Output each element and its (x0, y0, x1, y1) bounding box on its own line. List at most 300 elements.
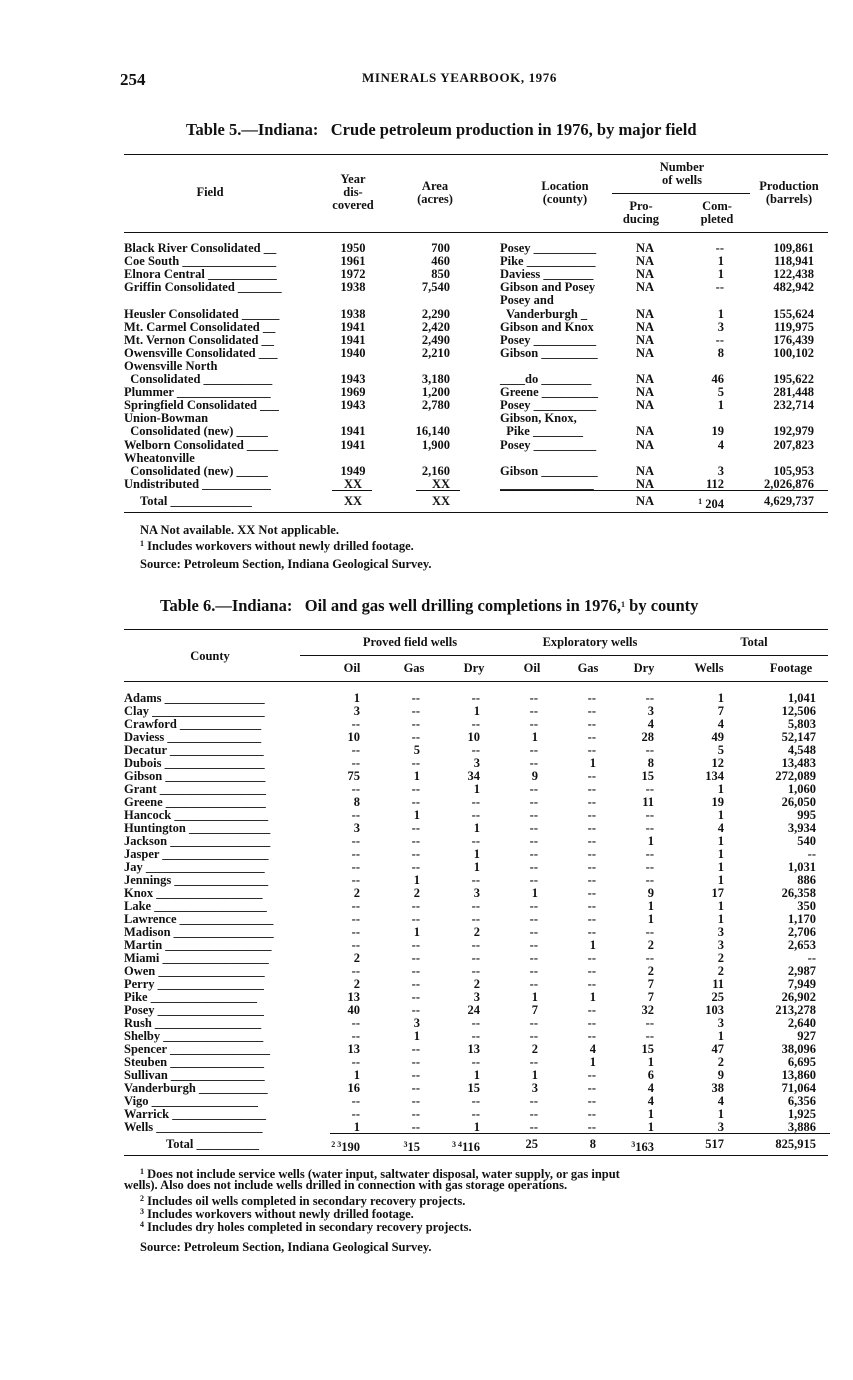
t5-cell-barrels: 195,622 (773, 372, 814, 386)
t6-cell-oil: -- (351, 861, 360, 874)
t6-cell-exp-oil: -- (529, 900, 538, 913)
t6-cell-gas: -- (411, 783, 420, 796)
t6-cell-exp-oil: -- (529, 874, 538, 887)
t6-cell-footage: 213,278 (775, 1004, 816, 1017)
t6-cell-exp-gas: 1 (589, 1056, 596, 1069)
t5-header-location (520, 180, 610, 206)
t6-footnote-3-mark: 3 (140, 1207, 144, 1216)
t6-cell-county: Vanderburgh ___________ (124, 1082, 268, 1095)
t6-footnote-4 (140, 1218, 472, 1234)
t5-cell-completed: 3 (717, 463, 724, 478)
t6-cell-wells: 1 (717, 900, 724, 913)
t6-cell-exp-dry: 7 (647, 978, 654, 991)
t6-cell-exp-dry: 3 (647, 705, 654, 718)
t5-cell-year: 1938 (340, 280, 366, 295)
t5-cell-completed: 1 (717, 254, 724, 269)
t5-cell-location: Posey __________ (500, 398, 597, 413)
t5-cell-field: Griffin Consolidated _______ (124, 280, 282, 295)
t5-cell-location: Gibson and Posey (500, 280, 596, 295)
t6-total-exp-dry-sup: 3 (631, 1140, 636, 1149)
t6-cell-oil: -- (351, 757, 360, 770)
t6-cell-footage: 13,860 (781, 1069, 816, 1082)
t6-header-gas: Gas (403, 661, 425, 675)
t6-header-exp-oil: Oil (523, 661, 541, 675)
t6-cell-exp-oil: 2 (531, 1043, 538, 1056)
t5-cell-barrels: 105,953 (773, 463, 814, 478)
t5-cell-field: Black River Consolidated __ (124, 241, 277, 255)
t6-cell-exp-gas: -- (587, 822, 596, 835)
t6-cell-county: Pike _________________ (124, 991, 257, 1004)
t6-cell-county: Jennings _______________ (124, 874, 269, 887)
t6-cell-exp-dry: 1 (647, 835, 654, 848)
t5-header-completed-2: pleted (700, 212, 734, 226)
t6-cell-exp-dry: 1 (647, 1108, 654, 1121)
t5-cell-area: 7,540 (421, 280, 450, 295)
t5-cell-year: 1941 (340, 424, 366, 439)
t6-cell-footage: 6,695 (787, 1056, 816, 1069)
t5-cell-area: 2,780 (421, 398, 450, 413)
t6-cell-exp-gas: -- (587, 796, 596, 809)
t6-header-wells: Wells (694, 661, 724, 675)
t5-cell-field: Coe South _______________ (124, 254, 277, 269)
t6-cell-county: Adams ________________ (124, 692, 265, 705)
t6-cell-exp-gas: -- (587, 1030, 596, 1043)
t6-source: Source: Petroleum Section, Indiana Geological Survey. (140, 1240, 432, 1254)
t6-footnote-4-mark: 4 (140, 1220, 144, 1229)
t6-cell-footage: 2,653 (787, 939, 816, 952)
t6-cell-footage: 12,506 (781, 705, 816, 718)
t6-cell-exp-dry: -- (645, 744, 654, 757)
t6-cell-wells: 4 (717, 1095, 724, 1108)
t5-cell-location: Gibson _________ (500, 463, 598, 478)
t5-cell-completed: 5 (717, 385, 724, 400)
t6-cell-footage: 6,356 (787, 1095, 816, 1108)
t6-cell-exp-oil: 1 (531, 887, 538, 900)
t6-cell-oil: 13 (347, 1043, 360, 1056)
t5-header-year-2: dis- (343, 185, 363, 199)
t6-cell-oil: -- (351, 835, 360, 848)
t5-cell-completed: -- (715, 332, 724, 347)
t5-cell-completed: 1 (717, 398, 724, 413)
t6-cell-oil: 8 (353, 796, 360, 809)
t6-cell-gas: -- (411, 900, 420, 913)
t6-cell-gas: -- (411, 965, 420, 978)
t5-cell-barrels: 281,448 (773, 385, 814, 400)
t6-total-oil (316, 1138, 360, 1154)
t5-cell-location: _______________ (500, 476, 594, 491)
t5-cell-area: 850 (431, 267, 450, 282)
t5-header-field: Field (196, 185, 224, 199)
t6-cell-gas: -- (411, 1043, 420, 1056)
t5-cell-completed: 8 (717, 345, 724, 360)
t6-cell-dry: -- (471, 835, 480, 848)
t6-cell-wells: 1 (717, 1108, 724, 1121)
t6-cell-exp-gas: -- (587, 731, 596, 744)
t6-cell-wells: 1 (717, 1030, 724, 1043)
t6-cell-exp-oil: 1 (531, 1069, 538, 1082)
t6-cell-gas: 1 (413, 770, 420, 783)
t6-cell-footage: 4,548 (787, 744, 816, 757)
t6-cell-exp-oil: -- (529, 757, 538, 770)
t5-cell-year: 1969 (340, 385, 366, 400)
t6-cell-county: Huntington _____________ (124, 822, 271, 835)
t6-cell-gas: 5 (413, 744, 420, 757)
t5-header-year (318, 173, 388, 212)
t6-cell-wells: 3 (717, 1017, 724, 1030)
t5-cell-completed: 1 (717, 267, 724, 282)
t6-cell-county: Hancock _______________ (124, 809, 269, 822)
t6-cell-wells: 2 (717, 952, 724, 965)
t6-cell-wells: 3 (717, 926, 724, 939)
t5-total-year: XX (343, 494, 363, 508)
t5-cell-year: 1938 (340, 306, 366, 321)
t6-cell-exp-oil: -- (529, 1017, 538, 1030)
t5-cell-location: Pike ___________ (500, 254, 596, 269)
table6-title (160, 596, 698, 616)
t6-cell-exp-dry: -- (645, 809, 654, 822)
t5-cell-area: XX (431, 476, 450, 491)
t6-header-dry: Dry (463, 661, 485, 675)
t6-cell-footage: 26,358 (781, 887, 816, 900)
t6-cell-gas: -- (411, 952, 420, 965)
t6-cell-wells: 49 (711, 731, 724, 744)
table6-bottom-rule (124, 1155, 828, 1156)
t6-cell-dry: 13 (467, 1043, 480, 1056)
t5-total-producing: NA (636, 494, 655, 508)
t6-footnote-2-text: Includes oil wells completed in secondary recovery projects. (147, 1194, 466, 1208)
t6-cell-exp-dry: 8 (647, 757, 654, 770)
t6-cell-county: Wells _________________ (124, 1121, 263, 1134)
t6-total-gas (376, 1138, 420, 1154)
t5-cell-producing: NA (636, 267, 655, 282)
t6-cell-dry: -- (471, 1095, 480, 1108)
t5-cell-field: Elnora Central ___________ (124, 267, 277, 282)
t5-cell-completed: 4 (717, 437, 724, 452)
t5-header-year-1: Year (340, 172, 366, 186)
t6-cell-dry: 1 (473, 1121, 480, 1134)
t5-cell-field: Heusler Consolidated ______ (124, 306, 280, 321)
t6-cell-county: Greene ________________ (124, 796, 266, 809)
t5-header-producing (610, 200, 672, 226)
t5-cell-barrels: 122,438 (773, 267, 814, 282)
t6-cell-county: Lake __________________ (124, 900, 267, 913)
t6-cell-footage: 1,925 (787, 1108, 816, 1121)
t5-source: Source: Petroleum Section, Indiana Geological Survey. (140, 557, 432, 571)
t6-cell-exp-gas: -- (587, 913, 596, 926)
t6-cell-exp-gas: -- (587, 770, 596, 783)
t5-cell-location: Posey __________ (500, 437, 597, 452)
t6-header-exp-gas: Gas (577, 661, 599, 675)
t6-cell-dry: -- (471, 939, 480, 952)
t6-cell-wells: 9 (717, 1069, 724, 1082)
t6-cell-exp-gas: 1 (589, 757, 596, 770)
t6-total-dry (436, 1138, 480, 1154)
t6-cell-county: Perry _________________ (124, 978, 264, 991)
t6-cell-county: Knox _________________ (124, 887, 263, 900)
t6-header-oil: Oil (343, 661, 361, 675)
t6-cell-exp-oil: -- (529, 835, 538, 848)
t6-cell-gas: -- (411, 757, 420, 770)
t5-cell-producing: NA (636, 332, 655, 347)
t6-total-exp-gas: 8 (589, 1137, 596, 1151)
t5-cell-year: 1941 (340, 332, 366, 347)
t5-cell-producing: NA (636, 437, 655, 452)
t6-cell-wells: 4 (717, 822, 724, 835)
t6-cell-exp-gas: 1 (589, 991, 596, 1004)
t5-header-producing-1: Pro- (629, 199, 653, 213)
t6-cell-exp-gas: -- (587, 1069, 596, 1082)
t6-cell-exp-gas: -- (587, 887, 596, 900)
t5-cell-area: 2,290 (421, 306, 450, 321)
t6-cell-county: Sullivan _______________ (124, 1069, 265, 1082)
t5-total-rule-year (332, 490, 372, 491)
t6-footnote-2-mark: 2 (140, 1194, 144, 1203)
t6-cell-exp-dry: -- (645, 952, 654, 965)
t6-cell-dry: 2 (473, 978, 480, 991)
t5-header-production (748, 180, 830, 206)
t6-cell-gas: -- (411, 796, 420, 809)
running-head: MINERALS YEARBOOK, 1976 (362, 70, 557, 85)
t6-cell-exp-oil: -- (529, 926, 538, 939)
t5-cell-year: 1941 (340, 319, 366, 334)
t5-cell-field: Consolidated ___________ (124, 372, 273, 386)
t6-cell-wells: 4 (717, 718, 724, 731)
t5-cell-barrels: 100,102 (773, 345, 814, 360)
t5-cell-location: Pike ________ (500, 424, 583, 439)
t6-cell-exp-gas: -- (587, 874, 596, 887)
t6-cell-gas: -- (411, 978, 420, 991)
t6-cell-footage: 1,031 (787, 861, 816, 874)
t6-cell-wells: 134 (705, 770, 724, 783)
t5-cell-completed: 19 (711, 424, 724, 439)
t6-cell-exp-oil: -- (529, 1121, 538, 1134)
table6-title-end: by county (629, 596, 699, 615)
t5-cell-year: 1949 (340, 463, 366, 478)
t5-cell-barrels: 482,942 (773, 280, 814, 295)
t5-header-completed (686, 200, 748, 226)
t6-cell-wells: 17 (711, 887, 724, 900)
t6-footnote-1-text-a: Does not include service wells (water input, saltwater disposal, water supply, or gas input (147, 1167, 620, 1181)
t5-cell-producing: NA (636, 463, 655, 478)
t5-cell-area: 16,140 (415, 424, 450, 439)
t6-cell-county: Owen _________________ (124, 965, 265, 978)
t6-cell-dry: 3 (473, 991, 480, 1004)
t6-cell-wells: 1 (717, 835, 724, 848)
t6-cell-exp-gas: -- (587, 705, 596, 718)
t6-cell-exp-gas: -- (587, 1095, 596, 1108)
t5-cell-producing: NA (636, 398, 655, 413)
t6-cell-oil: -- (351, 1017, 360, 1030)
t6-cell-gas: -- (411, 1056, 420, 1069)
t6-cell-county: Jasper _________________ (124, 848, 269, 861)
t6-cell-oil: 16 (347, 1082, 360, 1095)
t6-cell-exp-gas: 4 (589, 1043, 596, 1056)
t6-cell-wells: 2 (717, 1056, 724, 1069)
t6-cell-gas: 1 (413, 809, 420, 822)
t6-cell-exp-oil: -- (529, 822, 538, 835)
t6-cell-wells: 19 (711, 796, 724, 809)
t6-cell-oil: -- (351, 744, 360, 757)
t5-cell-barrels: 176,439 (773, 332, 814, 347)
t6-cell-exp-gas: -- (587, 952, 596, 965)
t6-cell-gas: -- (411, 1069, 420, 1082)
t6-cell-dry: 15 (467, 1082, 480, 1095)
t6-cell-gas: -- (411, 718, 420, 731)
t5-cell-location: Gibson and Knox (500, 319, 594, 334)
t6-cell-gas: -- (411, 913, 420, 926)
t6-cell-footage: 1,060 (787, 783, 816, 796)
t6-cell-dry: -- (471, 952, 480, 965)
t5-cell-location: Posey __________ (500, 241, 597, 255)
t6-cell-county: Martin _________________ (124, 939, 272, 952)
t5-cell-completed: 46 (711, 372, 724, 386)
t6-cell-exp-oil: -- (529, 952, 538, 965)
t6-cell-dry: 10 (467, 731, 480, 744)
t6-cell-exp-oil: -- (529, 809, 538, 822)
t6-cell-oil: -- (351, 965, 360, 978)
t6-cell-exp-gas: -- (587, 848, 596, 861)
t6-cell-dry: -- (471, 809, 480, 822)
t6-cell-exp-oil: 3 (531, 1082, 538, 1095)
t5-cell-barrels: 192,979 (773, 424, 814, 439)
t6-cell-exp-oil: -- (529, 978, 538, 991)
t6-cell-exp-dry: -- (645, 1017, 654, 1030)
t6-cell-dry: -- (471, 1056, 480, 1069)
t5-cell-field: Welborn Consolidated _____ (124, 437, 279, 452)
t6-group-rule (300, 655, 828, 656)
t6-cell-oil: -- (351, 783, 360, 796)
t6-total-footage: 825,915 (775, 1137, 816, 1151)
t6-cell-exp-dry: 1 (647, 900, 654, 913)
t6-cell-county: Jay ___________________ (124, 861, 265, 874)
t6-cell-exp-dry: 7 (647, 991, 654, 1004)
t6-cell-footage: 52,147 (781, 731, 816, 744)
t6-cell-oil: -- (351, 926, 360, 939)
t6-cell-gas: 1 (413, 1030, 420, 1043)
t5-footnote-1-mark: 1 (140, 539, 144, 548)
t6-cell-footage: -- (807, 848, 816, 861)
t6-cell-exp-dry: 2 (647, 965, 654, 978)
t5-cell-field: Owensville Consolidated ___ (124, 345, 278, 360)
t6-cell-exp-oil: -- (529, 1095, 538, 1108)
t6-header-total: Total (740, 635, 768, 649)
t6-cell-dry: 1 (473, 861, 480, 874)
t6-cell-footage: 1,041 (787, 692, 816, 705)
t5-cell-year: 1943 (340, 372, 366, 386)
t6-cell-wells: 5 (717, 744, 724, 757)
t5-note-na: NA Not available. XX Not applicable. (140, 523, 339, 537)
t5-header-completed-1: Com- (702, 199, 732, 213)
t6-cell-exp-oil: -- (529, 783, 538, 796)
t5-cell-year: 1950 (340, 241, 366, 255)
t5-cell-barrels: 155,624 (773, 306, 814, 321)
t6-cell-oil: -- (351, 900, 360, 913)
t6-cell-exp-dry: 6 (647, 1069, 654, 1082)
t6-cell-wells: 1 (717, 861, 724, 874)
t6-cell-dry: -- (471, 718, 480, 731)
t6-cell-exp-oil: -- (529, 848, 538, 861)
t6-cell-county: Vigo _________________ (124, 1095, 258, 1108)
t5-total-rule-right (500, 490, 828, 491)
t5-cell-producing: NA (636, 372, 655, 386)
t5-cell-producing: NA (636, 306, 655, 321)
t6-cell-gas: -- (411, 822, 420, 835)
t6-cell-exp-dry: 1 (647, 913, 654, 926)
t5-header-production-1: Production (759, 179, 819, 193)
t6-cell-gas: -- (411, 1121, 420, 1134)
t6-cell-exp-gas: -- (587, 744, 596, 757)
t6-cell-oil: -- (351, 1095, 360, 1108)
t6-cell-wells: 3 (717, 1121, 724, 1134)
t6-cell-dry: -- (471, 1108, 480, 1121)
t5-cell-completed: 1 (717, 306, 724, 321)
t5-cell-year: XX (343, 476, 363, 491)
page-number: 254 (120, 70, 146, 89)
t5-cell-field: Consolidated (new) _____ (124, 463, 268, 478)
t6-cell-exp-dry: 1 (647, 1056, 654, 1069)
t6-cell-dry: 1 (473, 848, 480, 861)
t5-cell-area: 2,160 (421, 463, 450, 478)
t5-cell-year: 1940 (340, 345, 366, 360)
table5-bottom-rule (124, 512, 828, 513)
t6-cell-exp-gas: -- (587, 718, 596, 731)
t5-cell-barrels: 119,975 (774, 319, 814, 334)
t6-cell-exp-oil: -- (529, 861, 538, 874)
t6-cell-exp-dry: 4 (647, 1095, 654, 1108)
t6-cell-dry: -- (471, 874, 480, 887)
table6-title-sup: 1 (621, 600, 626, 609)
t6-cell-gas: -- (411, 835, 420, 848)
t6-cell-county: Miami _________________ (124, 952, 269, 965)
t5-total-completed-value: 204 (705, 497, 724, 511)
t6-cell-exp-gas: -- (587, 926, 596, 939)
t6-cell-county: Gibson ________________ (124, 770, 266, 783)
t5-cell-area: 2,210 (421, 345, 450, 360)
t6-cell-oil: 75 (347, 770, 360, 783)
t6-cell-wells: 2 (717, 965, 724, 978)
t6-cell-exp-oil: 7 (531, 1004, 538, 1017)
t6-cell-county: Shelby ________________ (124, 1030, 264, 1043)
t6-total-wells: 517 (705, 1137, 724, 1151)
t6-cell-dry: 1 (473, 705, 480, 718)
t5-cell-field: Mt. Carmel Consolidated __ (124, 319, 276, 334)
t6-cell-gas: 1 (413, 874, 420, 887)
t6-cell-oil: 1 (353, 1121, 360, 1134)
t6-cell-wells: 1 (717, 848, 724, 861)
t5-header-year-3: covered (332, 198, 374, 212)
t6-cell-exp-dry: -- (645, 861, 654, 874)
t6-cell-dry: 3 (473, 757, 480, 770)
table5-top-rule (124, 154, 828, 155)
t6-cell-exp-dry: -- (645, 822, 654, 835)
t6-cell-gas: -- (411, 692, 420, 705)
t6-cell-dry: -- (471, 744, 480, 757)
t6-cell-county: Lawrence _______________ (124, 913, 274, 926)
t5-total-rule-area (416, 490, 460, 491)
t5-cell-producing: NA (636, 254, 655, 269)
t5-header-area-1: Area (421, 179, 449, 193)
t6-cell-county: Clay __________________ (124, 705, 265, 718)
t5-cell-field: Consolidated (new) _____ (124, 424, 268, 439)
t6-cell-dry: 1 (473, 783, 480, 796)
t6-cell-exp-dry: -- (645, 692, 654, 705)
t6-cell-footage: 5,803 (787, 718, 816, 731)
t6-cell-gas: -- (411, 939, 420, 952)
t6-cell-wells: 103 (705, 1004, 724, 1017)
t6-cell-dry: -- (471, 965, 480, 978)
t6-cell-oil: -- (351, 1030, 360, 1043)
t5-cell-barrels: 118,941 (774, 254, 814, 269)
